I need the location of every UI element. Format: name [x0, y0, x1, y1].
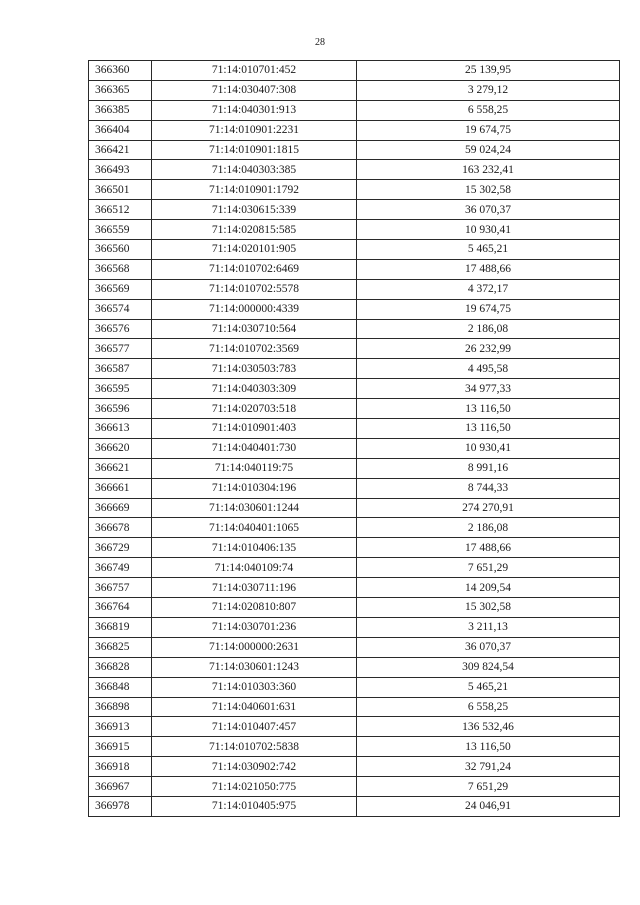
- value-cell: 13 116,50: [357, 399, 620, 419]
- table-row: [89, 140, 620, 160]
- table-row: [89, 259, 620, 279]
- record-id-cell: 366967: [89, 777, 152, 797]
- table-row: [89, 598, 620, 618]
- cadastral-number-cell: 71:14:040401:730: [152, 438, 357, 458]
- record-id-cell: 366749: [89, 558, 152, 578]
- value-cell: 24 046,91: [357, 796, 620, 816]
- cadastral-number-cell: 71:14:030601:1244: [152, 498, 357, 518]
- table-row: [89, 61, 620, 81]
- table-row: [89, 637, 620, 657]
- record-id-cell: 366915: [89, 737, 152, 757]
- table-row: [89, 757, 620, 777]
- record-id-cell: 366587: [89, 359, 152, 379]
- cadastral-number-cell: 71:14:030701:236: [152, 617, 357, 637]
- record-id-cell: 366621: [89, 458, 152, 478]
- cadastral-number-cell: 71:14:010407:457: [152, 717, 357, 737]
- record-id-cell: 366559: [89, 220, 152, 240]
- record-id-cell: 366404: [89, 120, 152, 140]
- value-cell: 25 139,95: [357, 61, 620, 81]
- record-id-cell: 366360: [89, 61, 152, 81]
- table-row: [89, 796, 620, 816]
- cadastral-number-cell: 71:14:010901:2231: [152, 120, 357, 140]
- record-id-cell: 366757: [89, 578, 152, 598]
- value-cell: 10 930,41: [357, 220, 620, 240]
- cadastral-number-cell: 71:14:030615:339: [152, 200, 357, 220]
- table-row: [89, 578, 620, 598]
- cadastral-number-cell: 71:14:021050:775: [152, 777, 357, 797]
- value-cell: 8 991,16: [357, 458, 620, 478]
- record-id-cell: 366493: [89, 160, 152, 180]
- cadastral-number-cell: 71:14:020101:905: [152, 240, 357, 260]
- record-id-cell: 366421: [89, 140, 152, 160]
- record-id-cell: 366596: [89, 399, 152, 419]
- record-id-cell: 366574: [89, 299, 152, 319]
- value-cell: 32 791,24: [357, 757, 620, 777]
- value-cell: 36 070,37: [357, 200, 620, 220]
- cadastral-number-cell: 71:14:030601:1243: [152, 657, 357, 677]
- cadastral-number-cell: 71:14:030407:308: [152, 80, 357, 100]
- record-id-cell: 366678: [89, 518, 152, 538]
- record-id-cell: 366385: [89, 100, 152, 120]
- cadastral-number-cell: 71:14:040303:309: [152, 379, 357, 399]
- table-row: [89, 697, 620, 717]
- cadastral-number-cell: 71:14:040401:1065: [152, 518, 357, 538]
- table-row: [89, 279, 620, 299]
- cadastral-number-cell: 71:14:010901:1792: [152, 180, 357, 200]
- value-cell: 59 024,24: [357, 140, 620, 160]
- table-row: [89, 399, 620, 419]
- table-row: [89, 737, 620, 757]
- cadastral-number-cell: 71:14:010702:5578: [152, 279, 357, 299]
- value-cell: 13 116,50: [357, 419, 620, 439]
- value-cell: 26 232,99: [357, 339, 620, 359]
- record-id-cell: 366577: [89, 339, 152, 359]
- record-id-cell: 366661: [89, 478, 152, 498]
- table-row: [89, 339, 620, 359]
- table-row: [89, 538, 620, 558]
- value-cell: 5 465,21: [357, 240, 620, 260]
- value-cell: 6 558,25: [357, 697, 620, 717]
- table-row: [89, 558, 620, 578]
- cadastral-number-cell: 71:14:020815:585: [152, 220, 357, 240]
- record-id-cell: 366978: [89, 796, 152, 816]
- value-cell: 15 302,58: [357, 598, 620, 618]
- cadastral-number-cell: 71:14:040109:74: [152, 558, 357, 578]
- record-id-cell: 366819: [89, 617, 152, 637]
- cadastral-number-cell: 71:14:040601:631: [152, 697, 357, 717]
- table-row: [89, 120, 620, 140]
- cadastral-number-cell: 71:14:010304:196: [152, 478, 357, 498]
- value-cell: 19 674,75: [357, 120, 620, 140]
- cadastral-number-cell: 71:14:010702:6469: [152, 259, 357, 279]
- cadastral-number-cell: 71:14:010406:135: [152, 538, 357, 558]
- cadastral-number-cell: 71:14:000000:4339: [152, 299, 357, 319]
- value-cell: 7 651,29: [357, 777, 620, 797]
- value-cell: 3 279,12: [357, 80, 620, 100]
- record-id-cell: 366764: [89, 598, 152, 618]
- record-id-cell: 366825: [89, 637, 152, 657]
- table-row: [89, 617, 620, 637]
- cadastral-number-cell: 71:14:010303:360: [152, 677, 357, 697]
- value-cell: 309 824,54: [357, 657, 620, 677]
- value-cell: 6 558,25: [357, 100, 620, 120]
- cadastral-number-cell: 71:14:020703:518: [152, 399, 357, 419]
- cadastral-number-cell: 71:14:040301:913: [152, 100, 357, 120]
- cadastral-number-cell: 71:14:010405:975: [152, 796, 357, 816]
- record-id-cell: 366913: [89, 717, 152, 737]
- cadastral-number-cell: 71:14:010702:5838: [152, 737, 357, 757]
- value-cell: 4 495,58: [357, 359, 620, 379]
- table-row: [89, 299, 620, 319]
- value-cell: 7 651,29: [357, 558, 620, 578]
- cadastral-number-cell: 71:14:040119:75: [152, 458, 357, 478]
- record-id-cell: 366828: [89, 657, 152, 677]
- record-id-cell: 366620: [89, 438, 152, 458]
- table-row: [89, 160, 620, 180]
- value-cell: 8 744,33: [357, 478, 620, 498]
- value-cell: 17 488,66: [357, 538, 620, 558]
- value-cell: 13 116,50: [357, 737, 620, 757]
- value-cell: 36 070,37: [357, 637, 620, 657]
- table-row: [89, 458, 620, 478]
- table-row: [89, 777, 620, 797]
- table-body: [89, 61, 620, 817]
- table-row: [89, 677, 620, 697]
- cadastral-number-cell: 71:14:010702:3569: [152, 339, 357, 359]
- page-number: 28: [315, 37, 325, 48]
- cadastral-number-cell: 71:14:030711:196: [152, 578, 357, 598]
- record-id-cell: 366365: [89, 80, 152, 100]
- record-id-cell: 366569: [89, 279, 152, 299]
- table-row: [89, 200, 620, 220]
- value-cell: 5 465,21: [357, 677, 620, 697]
- value-cell: 3 211,13: [357, 617, 620, 637]
- record-id-cell: 366848: [89, 677, 152, 697]
- cadastral-number-cell: 71:14:030503:783: [152, 359, 357, 379]
- table-row: [89, 717, 620, 737]
- cadastral-number-cell: 71:14:000000:2631: [152, 637, 357, 657]
- record-id-cell: 366501: [89, 180, 152, 200]
- cadastral-number-cell: 71:14:020810:807: [152, 598, 357, 618]
- record-id-cell: 366613: [89, 419, 152, 439]
- cadastral-number-cell: 71:14:010901:403: [152, 419, 357, 439]
- table-row: [89, 657, 620, 677]
- record-id-cell: 366729: [89, 538, 152, 558]
- record-id-cell: 366918: [89, 757, 152, 777]
- value-cell: 2 186,08: [357, 319, 620, 339]
- value-cell: 19 674,75: [357, 299, 620, 319]
- cadastral-number-cell: 71:14:030902:742: [152, 757, 357, 777]
- record-id-cell: 366898: [89, 697, 152, 717]
- value-cell: 17 488,66: [357, 259, 620, 279]
- value-cell: 136 532,46: [357, 717, 620, 737]
- cadastral-number-cell: 71:14:010901:1815: [152, 140, 357, 160]
- table-row: [89, 518, 620, 538]
- value-cell: 274 270,91: [357, 498, 620, 518]
- value-cell: 34 977,33: [357, 379, 620, 399]
- value-cell: 10 930,41: [357, 438, 620, 458]
- record-id-cell: 366512: [89, 200, 152, 220]
- table-row: [89, 319, 620, 339]
- record-id-cell: 366595: [89, 379, 152, 399]
- table-row: [89, 80, 620, 100]
- value-cell: 14 209,54: [357, 578, 620, 598]
- cadastral-number-cell: 71:14:030710:564: [152, 319, 357, 339]
- table-row: [89, 379, 620, 399]
- record-id-cell: 366568: [89, 259, 152, 279]
- table-row: [89, 240, 620, 260]
- cadastral-number-cell: 71:14:040303:385: [152, 160, 357, 180]
- value-cell: 4 372,17: [357, 279, 620, 299]
- table-row: [89, 359, 620, 379]
- table-row: [89, 100, 620, 120]
- record-id-cell: 366560: [89, 240, 152, 260]
- record-id-cell: 366669: [89, 498, 152, 518]
- table-row: [89, 438, 620, 458]
- value-cell: 15 302,58: [357, 180, 620, 200]
- table-row: [89, 419, 620, 439]
- table-row: [89, 498, 620, 518]
- table-row: [89, 220, 620, 240]
- record-id-cell: 366576: [89, 319, 152, 339]
- table-row: [89, 478, 620, 498]
- cadastral-number-cell: 71:14:010701:452: [152, 61, 357, 81]
- value-cell: 163 232,41: [357, 160, 620, 180]
- value-cell: 2 186,08: [357, 518, 620, 538]
- data-table: [88, 60, 620, 817]
- table-row: [89, 180, 620, 200]
